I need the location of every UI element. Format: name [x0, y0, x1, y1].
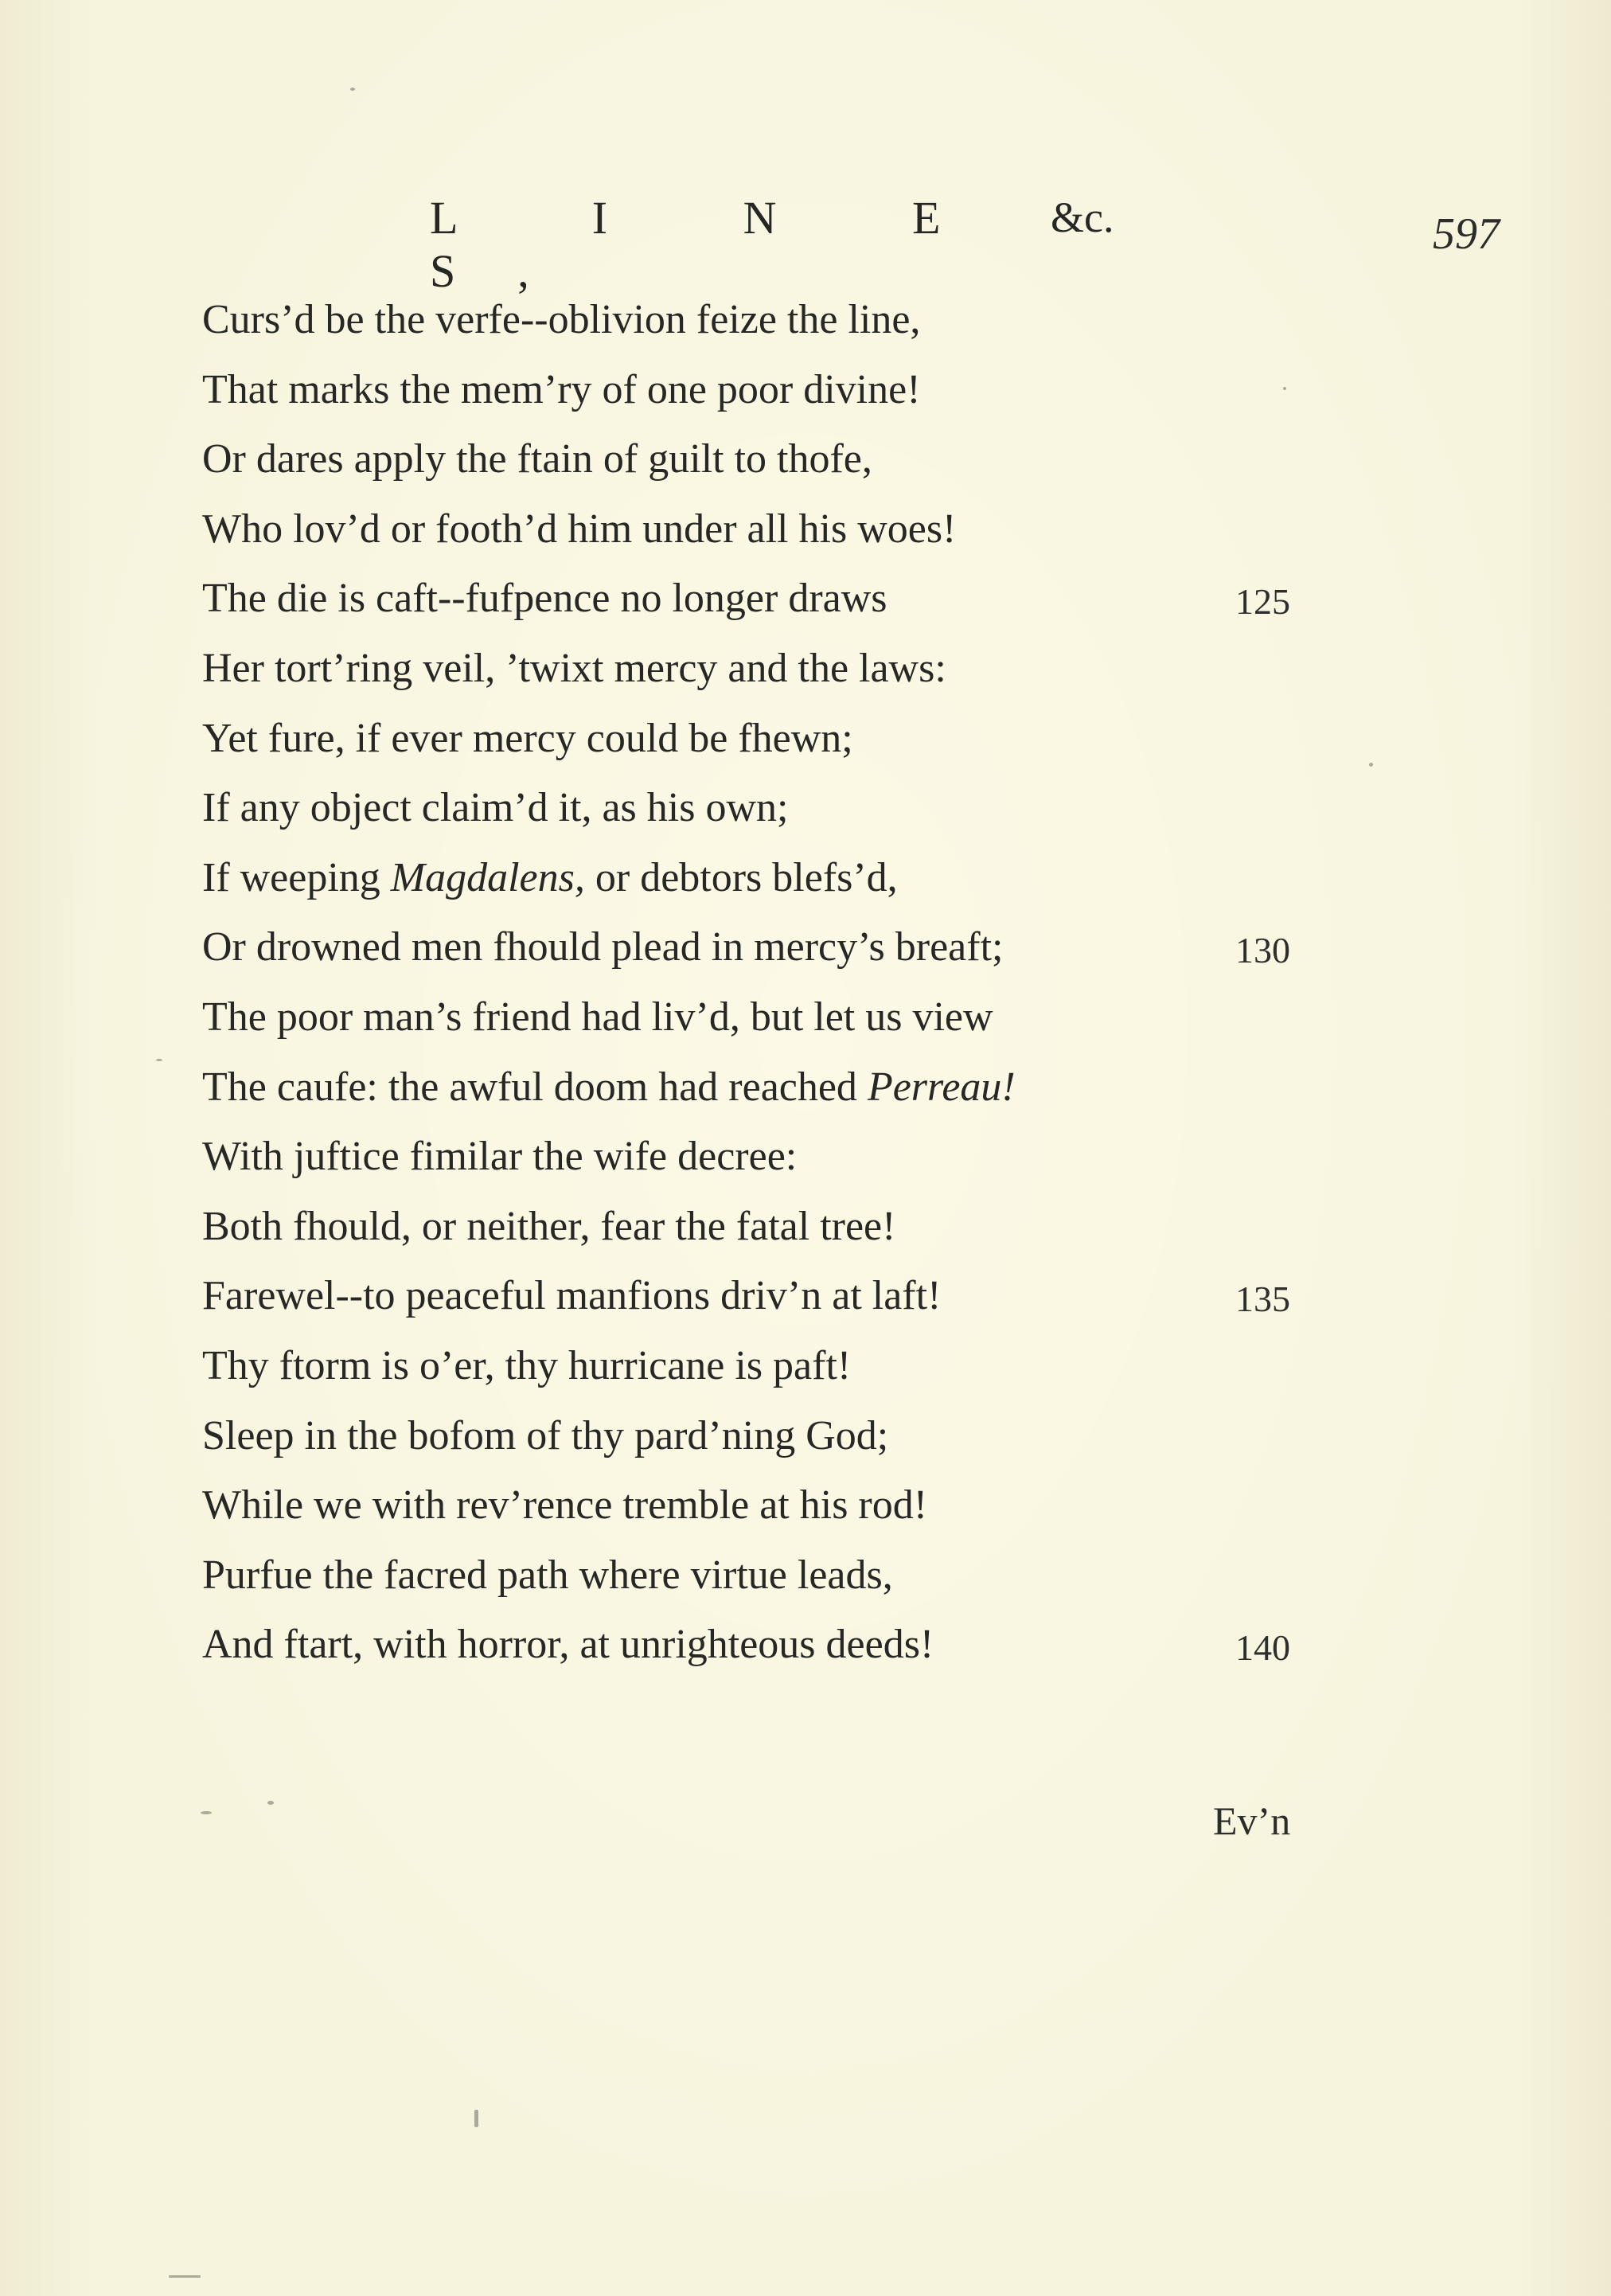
- verse-line: [202, 707, 853, 771]
- running-head: [430, 191, 1146, 297]
- verse-line: [202, 288, 920, 352]
- line-number: 135: [1235, 1279, 1290, 1319]
- paper-speck: [169, 2275, 201, 2278]
- verse-text: Purfue the facred path where virtue leads,: [202, 1552, 893, 1598]
- verse-line: [202, 1264, 941, 1328]
- verse-text: Both fhould, or neither, fear the fatal tree!: [202, 1204, 896, 1249]
- verse-line: [202, 1195, 895, 1259]
- verse-text: The die is caft--fufpence no longer draws: [202, 576, 887, 621]
- paper-speck: [201, 1811, 212, 1814]
- paper-speck: [474, 2110, 478, 2127]
- line-number: 125: [1235, 581, 1290, 622]
- verse-italic-text: Magdalens,: [390, 855, 585, 900]
- verse-text: or debtors blefs’d,: [584, 855, 898, 900]
- verse-text: Or drowned men fhould plead in mercy’s breaft;: [202, 924, 1004, 970]
- verse-line: [202, 776, 788, 840]
- verse-text: If weeping: [202, 855, 391, 900]
- verse-text: Her tort’ring veil, ’twixt mercy and the laws:: [202, 646, 946, 691]
- paper-speck: [156, 1059, 162, 1061]
- verse-line: [202, 1544, 893, 1607]
- verse-line: [202, 1125, 797, 1189]
- verse-line: [202, 428, 872, 491]
- verse-line: [202, 1056, 1016, 1119]
- verse-text: Who lov’d or footh’d him under all his woes!: [202, 506, 957, 552]
- verse-text: That marks the mem’ry of one poor divine!: [202, 367, 921, 412]
- page-number: 597: [1433, 209, 1500, 259]
- verse-text: Or dares apply the ftain of guilt to thofe,: [202, 436, 872, 482]
- verse-text: Yet fure, if ever mercy could be fhewn;: [202, 716, 853, 761]
- paper-speck: [1369, 763, 1373, 767]
- verse-line: [202, 1404, 888, 1468]
- verse-line: [202, 1474, 927, 1537]
- line-number: 130: [1235, 930, 1290, 970]
- verse-text: While we with rev’rence tremble at his rod!: [202, 1482, 928, 1528]
- verse-line: [202, 358, 921, 422]
- running-head-title: L I N E S,: [430, 192, 1003, 297]
- verse-text: The caufe: the awful doom had reached: [202, 1064, 868, 1110]
- verse-italic-text: Perreau!: [867, 1064, 1016, 1110]
- verse-line: [202, 1613, 934, 1677]
- verse-line: [202, 1334, 851, 1398]
- verse-text: If any object claim’d it, as his own;: [202, 785, 789, 830]
- running-head-etc: &c.: [1051, 193, 1114, 241]
- verse-line: [202, 986, 993, 1049]
- paper-speck: [267, 1801, 274, 1805]
- verse-text: Sleep in the bofom of thy pard’ning God;: [202, 1413, 889, 1458]
- verse-line: [202, 567, 887, 631]
- paper-speck: [1283, 387, 1286, 390]
- verse-line: [202, 498, 956, 561]
- verse-line: [202, 846, 898, 910]
- verse-text: Curs’d be the verfe--oblivion feize the line,: [202, 297, 921, 342]
- verse-text: Farewel--to peaceful manfions driv’n at laft!: [202, 1273, 942, 1318]
- verse-text: Thy ftorm is o’er, thy hurricane is paft!: [202, 1343, 852, 1388]
- line-number: 140: [1235, 1627, 1290, 1668]
- verse-line: [202, 637, 946, 701]
- verse-text: And ftart, with horror, at unrighteous deeds!: [202, 1622, 934, 1667]
- verse-line: [202, 916, 1003, 979]
- catchword: Ev’n: [1213, 1798, 1291, 1843]
- verse-text: With juftice fimilar the wife decree:: [202, 1134, 798, 1179]
- verse-text: The poor man’s friend had liv’d, but let us view: [202, 994, 993, 1040]
- paper-speck: [350, 88, 355, 91]
